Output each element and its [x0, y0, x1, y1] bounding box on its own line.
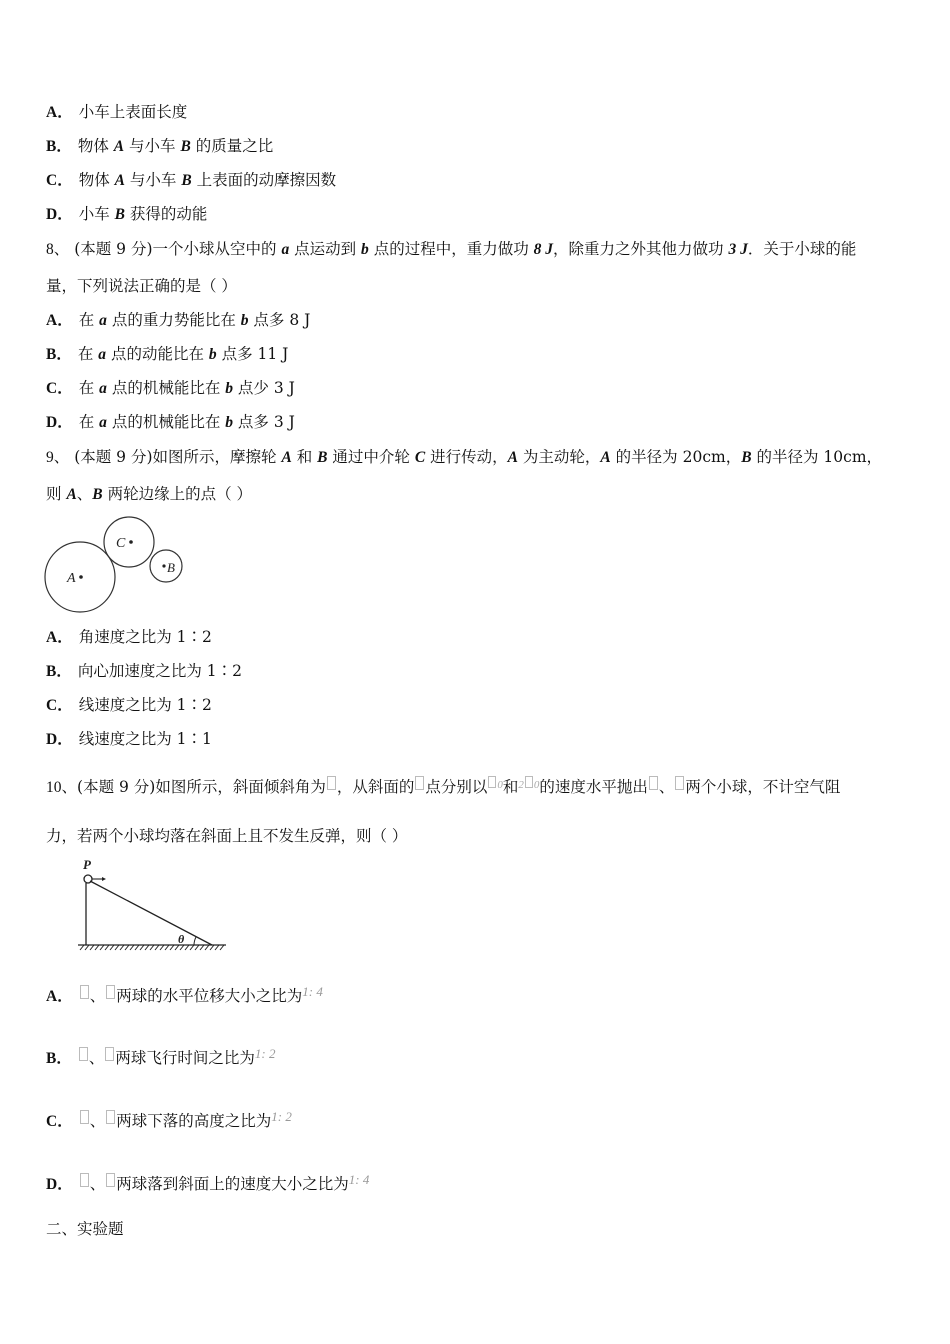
q10-stem-line1: 10、(本题 9 分)如图所示，斜面倾斜角为 ，从斜面的 点分别以 $^0$和$^2$ $^0$的速度水平抛出 、 两个小球，不计空气阻	[46, 778, 841, 796]
missing-symbol-icon	[488, 776, 496, 788]
missing-symbol-icon	[106, 985, 115, 999]
missing-symbol-icon	[80, 1173, 89, 1187]
label-b: B	[167, 560, 175, 575]
label-p: P	[83, 857, 91, 872]
q9-option-b: B． 向心加速度之比为 1∶2	[46, 662, 242, 680]
q10-incline-figure	[72, 856, 232, 956]
q9-stem-line2: 则 A、B 两轮边缘上的点（ ）	[46, 485, 252, 503]
missing-symbol-icon	[415, 776, 424, 790]
wheel-b	[150, 550, 182, 582]
missing-symbol-icon	[79, 1047, 88, 1061]
q8-option-b: B． 在 a 点的动能比在 b 点多 11 J	[46, 345, 289, 363]
missing-symbol-icon	[80, 985, 89, 999]
q8-option-c: C． 在 a 点的机械能比在 b 点少 3 J	[46, 379, 295, 397]
label-theta: θ	[178, 932, 185, 946]
q9-stem-line1: 9、 (本题 9 分)如图所示，摩擦轮 A 和 B 通过中介轮 C 进行传动，A 为主动轮，A 的半径为 20cm，B 的半径为 10cm，	[46, 448, 883, 466]
q7-option-c: C． 物体 A 与小车 B 上表面的动摩擦因数	[46, 171, 337, 189]
missing-symbol-icon	[327, 776, 336, 790]
wheel-c	[104, 517, 154, 567]
label-c: C	[116, 536, 126, 551]
q8-option-a: A． 在 a 点的重力势能比在 b 点多 8 J	[46, 311, 311, 329]
q8-stem-line1: 8、 (本题 9 分)一个小球从空中的 a 点运动到 b 点的过程中，重力做功 8 J，除重力之外其他力做功 3 J．关于小球的能	[46, 240, 857, 258]
missing-symbol-icon	[80, 1110, 89, 1124]
q10-option-a: A． 、 两球的水平位移大小之比为$^{1: 4}$	[46, 984, 323, 1005]
q9-friction-wheels-figure	[40, 512, 190, 617]
q8-option-d: D． 在 a 点的机械能比在 b 点多 3 J	[46, 413, 295, 431]
q10-option-d: D． 、 两球落到斜面上的速度大小之比为$^{1: 4}$	[46, 1172, 370, 1193]
missing-symbol-icon	[106, 1110, 115, 1124]
q9-option-d: D． 线速度之比为 1∶1	[46, 730, 212, 748]
arrow-icon	[102, 877, 106, 881]
q9-option-c: C． 线速度之比为 1∶2	[46, 696, 212, 714]
q10-option-c: C． 、 两球下落的高度之比为$^{1: 2}$	[46, 1109, 292, 1130]
q8-stem-line2: 量，下列说法正确的是（ ）	[46, 277, 237, 295]
missing-symbol-icon	[525, 776, 533, 788]
section-2-heading: 二、实验题	[46, 1220, 124, 1238]
missing-symbol-icon	[649, 776, 658, 790]
q7-option-a: A． 小车上表面长度	[46, 103, 188, 121]
q7-option-b: B． 物体 A 与小车 B 的质量之比	[46, 137, 274, 155]
missing-symbol-icon	[675, 776, 684, 790]
label-a: A	[67, 571, 76, 586]
angle-arc	[194, 937, 196, 945]
q7-option-d: D． 小车 B 获得的动能	[46, 205, 208, 223]
incline-surface	[90, 881, 212, 945]
q10-option-b: B． 、 两球飞行时间之比为$^{1: 2}$	[46, 1046, 276, 1067]
q9-option-a: A． 角速度之比为 1∶2	[46, 628, 212, 646]
missing-symbol-icon	[106, 1173, 115, 1187]
missing-symbol-icon	[105, 1047, 114, 1061]
q10-stem-line2: 力，若两个小球均落在斜面上且不发生反弹，则（ ）	[46, 827, 408, 845]
